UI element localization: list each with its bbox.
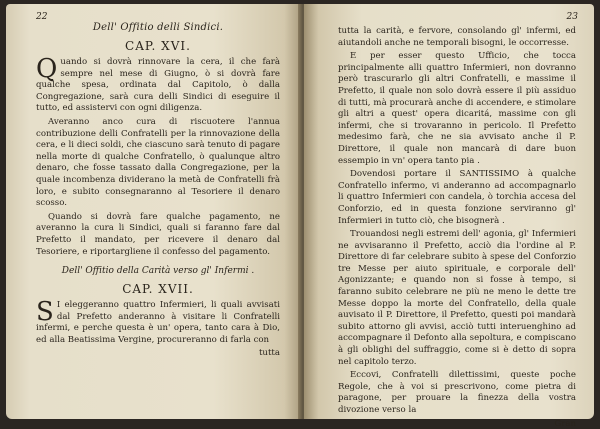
section-subtitle: Dell' Offitio della Carità verso gl' Infermi . (61, 266, 255, 277)
paragraph: Eccovi, Confratelli dilettissimi, queste poche Regole, che à voi si prescrivono, come pietra di paragone, per prouare la finezza della vostra divozione verso la (338, 370, 576, 415)
paragraph-text: I eleggeranno quattro Infermieri, li quali avvisati dal Prefetto anderanno à visitare li Confratelli infermi, e perche questa è un' opera, tanto cara à Dio, ed alla Beatissima Vergine, procureranno di farla con (36, 300, 280, 345)
paragraph: Dovendosi portare il SANTISSIMO à qualche Confratello infermo, vi anderanno ad accompagnarlo li quattro Infermieri con candela, ò torchia accesa del Conforzio, ed in questa fonzione serviranno gl' Infermieri in tutto ciò, che bisognerà . (338, 169, 576, 226)
drop-cap: Q (36, 54, 58, 84)
paragraph (36, 54, 280, 115)
chapter-heading: CAP. XVI. (125, 39, 191, 53)
right-page (304, 4, 594, 429)
left-page (6, 4, 302, 419)
paragraph: tutta la carità, e fervore, consolando gl' infermi, ed aiutandoli anche ne temporali bisogni, le occorresse. (338, 26, 576, 48)
paragraph (36, 297, 280, 346)
catchword: tutta (258, 348, 280, 359)
running-head: Dell' Offitio delli Sindici. (92, 22, 224, 33)
page-number: 22 (36, 12, 48, 22)
page-number: 23 (566, 12, 578, 22)
paragraph: Quando si dovrà fare qualche pagamento, ne averanno la cura li Sindici, quali si faranno fare dal Prefetto il mandato, per ricevere il denaro dal Tesoriere, e riportargliene il confesso del pagamento. (36, 211, 280, 257)
paragraph: Averanno anco cura di riscuotere l'annua contribuzione delli Confratelli per la rinnovazione della cera, e li dieci soldi, che ciascuno sarà tenuto di pagare nella morte di qualche Confratello, ò qualunque altro denaro, che fosse tassato dalla Congregazione, per la quale incombenza dividerano la metà de Confratelli frà loro, e subito consegnaranno al Tesoriere il denaro scosso. (36, 116, 280, 209)
drop-cap: S (36, 297, 54, 328)
paragraph-text: uando si dovrà rinnovare la cera, il che farà sempre nel mese di Giugno, ò si dovrà fare qualche spesa, ordinata dal Capitolo, ò dalla Congregazione, sarà cura delli Sindici di eseguire il tutto, ed assistervi con ogni diligenza. (36, 57, 280, 114)
paragraph: Trouandosi negli estremi dell' agonia, gl' Infermieri ne avvisaranno il Prefetto, acciò dia l'ordine al P. Direttore di far celebrare subito à spese del Conforzio tre Messe per aiuto spirituale, e corporale dell' Agonizzante; e quando non si fosse à tempo, si faranno subito celebrare ne più ne meno le dette tre Messe doppo la morte del Confratello, della quale auvisato il P. Direttore, il Prefetto, questi poi mandarà subito attorno gli avvisi, acciò tutti interuenghino ad accompagnare il Defonto alla sepoltura, e compiscano à gli oblighi del suffraggio, come si è detto di sopra nel capitolo terzo. (338, 229, 576, 367)
catchword: Gran (554, 418, 576, 429)
paragraph: E per esser questo Ufficio, che tocca principalmente alli quattro Infermieri, non dovranno però trascurarlo gli altri Confratelli, e massime il Prefetto, il quale non solo dovrà essere il più assiduo di tutti, mà procurarà anche di accendere, e stimolare gli altri a quest' opera dicaritá, massime con gli infermi, che si trovaranno in pericolo. Il Prefetto medesimo farà, che ne sia avvisato anche il P. Direttore, il quale non mancarà di dare buon essempio in vn' opera tanto pia . (338, 51, 576, 166)
chapter-heading: CAP. XVII. (122, 282, 194, 297)
